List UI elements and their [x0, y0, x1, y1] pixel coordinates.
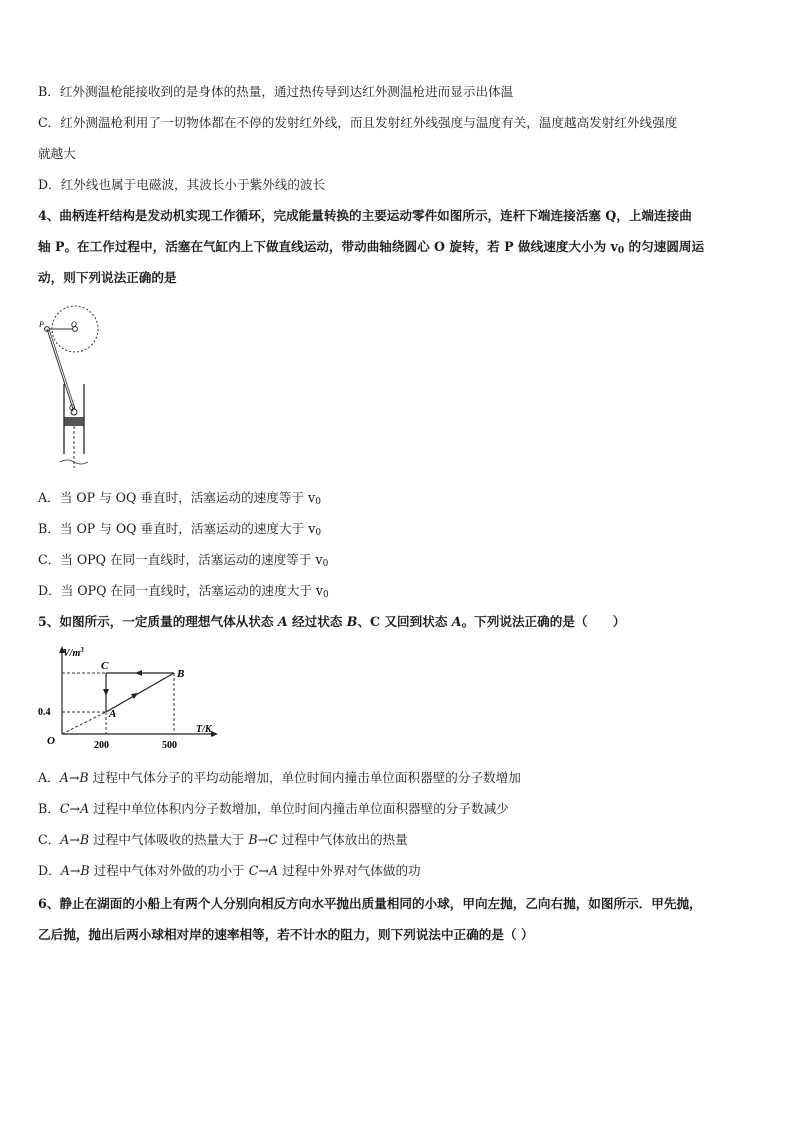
q3-option-b: B．红外测温枪能接收到的是身体的热量，通过热传导到达红外测温枪进而显示出体温 [38, 84, 514, 99]
q4-stem-line1: 4、曲柄连杆结构是发动机实现工作循环，完成能量转换的主要运动零件如图所示，连杆下端连接活塞 Q，上端连接曲 [38, 208, 692, 223]
q6-stem-line2: 乙后抛，抛出后两小球相对岸的速率相等，若不计水的阻力，则下列说法中正确的是（ ） [38, 927, 534, 942]
q3-option-c-line1: C．红外测温枪利用了一切物体都在不停的发射红外线，而且发射红外线强度与温度有关，温度越高发射红外线强度 [38, 115, 678, 130]
point-A-label: A [109, 708, 117, 720]
q3-option-c-line2: 就越大 [38, 146, 76, 161]
point-B-label: B [177, 668, 185, 680]
q5-stem: 5、如图所示，一定质量的理想气体从状态 A 经过状态 B、C 又回到状态 A。下列说法正确的是（ ） [38, 614, 626, 629]
point-C-label: C [101, 660, 109, 672]
x-axis-label: T/K [196, 724, 212, 735]
q4-option-a: A．当 OP 与 OQ 垂直时，活塞运动的速度等于 $v_0$ [38, 490, 321, 507]
origin-label: O [47, 735, 55, 747]
q4-option-b: B．当 OP 与 OQ 垂直时，活塞运动的速度大于 $v_0$ [38, 521, 322, 538]
label-O: O [71, 320, 77, 329]
vt-diagram [34, 644, 230, 756]
q5-option-d: D．A→B 过程中气体对外做的功小于 C→A 过程中外界对气体做的功 [38, 863, 421, 878]
q4-stem-line3: 动，则下列说法正确的是 [38, 270, 177, 285]
q4-option-c: C．当 OPQ 在同一直线时，活塞运动的速度等于 $v_0$ [38, 552, 329, 569]
y-axis-label: $V/m^3$ [63, 646, 84, 659]
q4-option-d: D．当 OPQ 在同一直线时，活塞运动的速度大于 $v_0$ [38, 583, 329, 600]
q4-stem-line2: 轴 P。在工作过程中，活塞在气缸内上下做直线运动，带动曲轴绕圆心 O 旋转，若 P 做线速度大小为 $v_0$ 的匀速圆周运 [38, 239, 705, 256]
q5-option-a: A．A→B 过程中气体分子的平均动能增加，单位时间内撞击单位面积器壁的分子数增加 [38, 770, 521, 785]
y-tick-label: 0.4 [38, 707, 51, 718]
x-tick-label-2: 500 [162, 740, 177, 751]
label-P: P [39, 320, 44, 329]
q3-option-d: D．红外线也属于电磁波，其波长小于紫外线的波长 [38, 177, 326, 192]
q5-option-b: B．C→A 过程中单位体积内分子数增加，单位时间内撞击单位面积器壁的分子数减少 [38, 801, 509, 816]
q5-option-c: C．A→B 过程中气体吸收的热量大于 B→C 过程中气体放出的热量 [38, 832, 408, 847]
crankshaft-figure [36, 302, 106, 470]
label-Q: Q [69, 403, 75, 412]
x-tick-label-1: 200 [94, 740, 109, 751]
q6-stem-line1: 6、静止在湖面的小船上有两个人分别向相反方向水平抛出质量相同的小球，甲向左抛，乙向右抛，如图所示．甲先抛， [38, 896, 702, 911]
